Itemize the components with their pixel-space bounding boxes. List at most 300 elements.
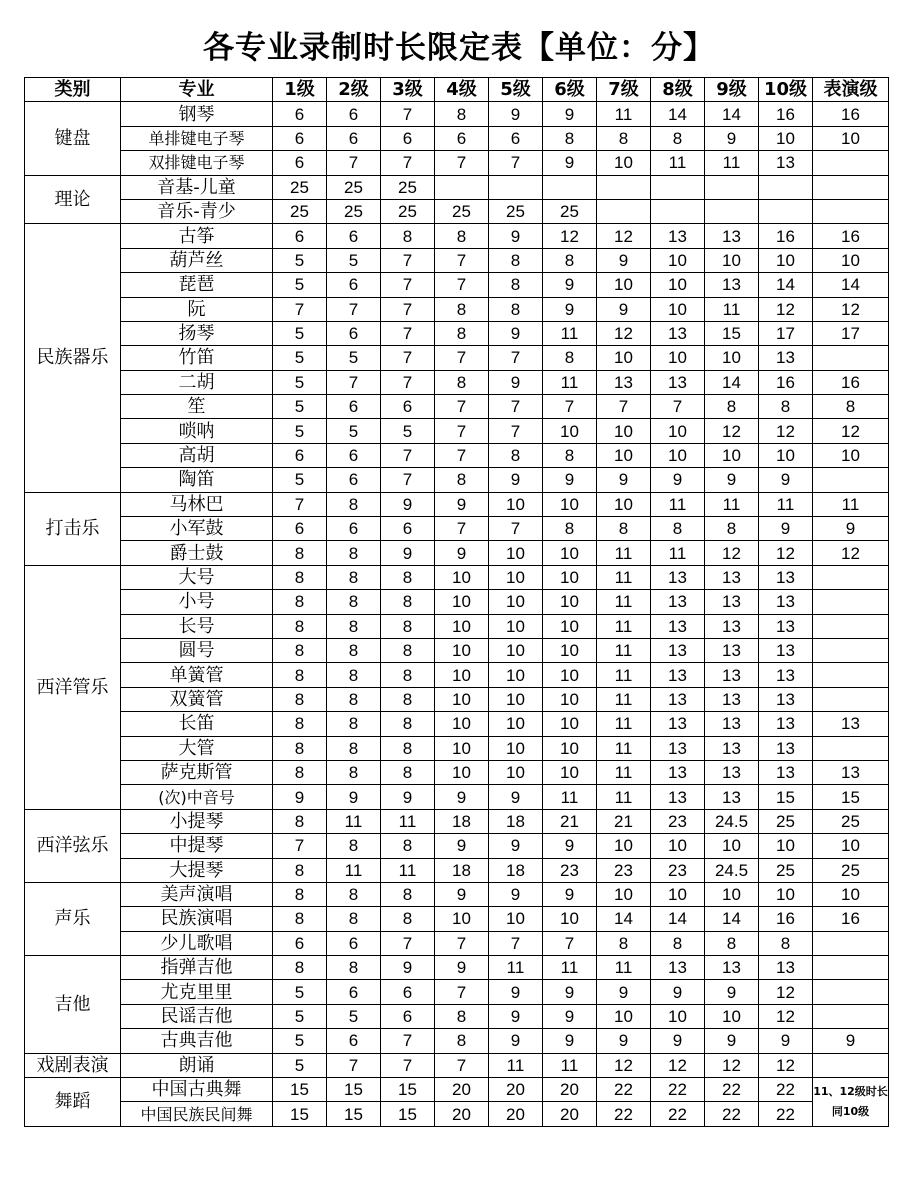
value-cell: 11 [597,760,651,784]
value-cell: 7 [435,395,489,419]
value-cell: 6 [273,224,327,248]
value-cell: 7 [435,248,489,272]
value-cell: 10 [597,151,651,175]
value-cell: 6 [327,126,381,150]
value-cell: 18 [489,858,543,882]
value-cell: 8 [327,956,381,980]
value-cell: 10 [543,907,597,931]
value-cell: 11 [597,736,651,760]
table-row [25,395,889,419]
value-cell: 9 [543,882,597,906]
value-cell: 9 [435,492,489,516]
value-cell: 20 [543,1078,597,1102]
value-cell [813,175,889,199]
table-row [25,370,889,394]
value-cell: 9 [543,151,597,175]
value-cell: 13 [705,224,759,248]
table-row [25,931,889,955]
table-row [25,541,889,565]
table-row [25,736,889,760]
value-cell: 9 [705,468,759,492]
value-cell: 13 [759,712,813,736]
value-cell: 13 [651,224,705,248]
value-cell [759,175,813,199]
value-cell: 13 [705,712,759,736]
value-cell: 10 [435,565,489,589]
value-cell: 8 [381,663,435,687]
value-cell: 13 [705,760,759,784]
value-cell: 10 [435,687,489,711]
value-cell: 8 [489,297,543,321]
value-cell: 10 [543,419,597,443]
value-cell: 7 [381,321,435,345]
value-cell: 9 [489,834,543,858]
major-cell: 双排键电子琴 [121,151,273,175]
value-cell: 6 [327,273,381,297]
value-cell: 13 [705,638,759,662]
major-cell: 大提琴 [121,858,273,882]
category-cell: 理论 [25,175,121,224]
value-cell: 10 [813,248,889,272]
value-cell: 10 [435,712,489,736]
value-cell: 11 [597,565,651,589]
table-row [25,882,889,906]
value-cell: 11 [597,687,651,711]
value-cell: 7 [381,151,435,175]
value-cell: 13 [813,712,889,736]
value-cell: 6 [273,517,327,541]
table-row [25,321,889,345]
value-cell: 10 [651,273,705,297]
value-cell [813,565,889,589]
value-cell: 13 [651,785,705,809]
value-cell [813,956,889,980]
value-cell: 12 [597,321,651,345]
value-cell: 13 [759,687,813,711]
value-cell: 13 [759,736,813,760]
major-cell: 爵士鼓 [121,541,273,565]
value-cell [543,175,597,199]
major-cell: 中提琴 [121,834,273,858]
value-cell: 9 [381,541,435,565]
value-cell: 8 [651,126,705,150]
value-cell: 15 [813,785,889,809]
table-row [25,346,889,370]
value-cell [813,980,889,1004]
value-cell: 11 [597,102,651,126]
major-cell: 唢呐 [121,419,273,443]
major-cell: 朗诵 [121,1053,273,1077]
value-cell: 10 [597,419,651,443]
value-cell: 10 [759,126,813,150]
value-cell: 7 [381,1029,435,1053]
value-cell: 9 [435,785,489,809]
value-cell [813,687,889,711]
value-cell: 7 [327,370,381,394]
category-cell: 吉他 [25,956,121,1054]
header-level: 8级 [651,78,705,102]
value-cell: 13 [651,565,705,589]
value-cell: 13 [759,346,813,370]
value-cell: 11 [489,1053,543,1077]
value-cell: 8 [543,126,597,150]
value-cell: 8 [381,907,435,931]
value-cell: 7 [273,297,327,321]
table-row [25,273,889,297]
major-cell: 美声演唱 [121,882,273,906]
major-cell: 中国古典舞 [121,1078,273,1102]
value-cell: 10 [543,736,597,760]
table-body [25,102,889,1126]
major-cell: 少儿歌唱 [121,931,273,955]
value-cell: 24.5 [705,858,759,882]
value-cell: 9 [543,468,597,492]
value-cell: 9 [759,468,813,492]
header-row [25,78,889,102]
value-cell: 9 [435,956,489,980]
category-cell: 打击乐 [25,492,121,565]
value-cell: 7 [489,395,543,419]
major-cell: 竹笛 [121,346,273,370]
major-cell: 古筝 [121,224,273,248]
value-cell: 8 [435,468,489,492]
value-cell [705,175,759,199]
value-cell: 12 [705,419,759,443]
value-cell: 11 [597,614,651,638]
value-cell: 9 [543,1004,597,1028]
value-cell: 9 [759,517,813,541]
value-cell: 7 [381,370,435,394]
value-cell: 13 [597,370,651,394]
category-cell: 声乐 [25,882,121,955]
table-row [25,980,889,1004]
value-cell [813,151,889,175]
value-cell: 13 [705,663,759,687]
value-cell: 14 [705,907,759,931]
value-cell: 16 [813,224,889,248]
table-row [25,1102,889,1126]
value-cell: 12 [651,1053,705,1077]
value-cell: 12 [597,224,651,248]
value-cell: 22 [705,1078,759,1102]
header-level: 2级 [327,78,381,102]
value-cell: 12 [759,297,813,321]
value-cell: 6 [381,517,435,541]
value-cell: 11 [327,858,381,882]
value-cell [813,1004,889,1028]
value-cell: 13 [759,590,813,614]
table-row [25,907,889,931]
value-cell: 8 [543,248,597,272]
value-cell: 7 [381,273,435,297]
value-cell: 11 [705,151,759,175]
value-cell: 8 [381,882,435,906]
value-cell: 6 [327,443,381,467]
value-cell: 20 [543,1102,597,1126]
major-cell: 单排键电子琴 [121,126,273,150]
value-cell: 11 [543,370,597,394]
value-cell [597,199,651,223]
value-cell: 8 [597,931,651,955]
value-cell: 10 [543,687,597,711]
value-cell: 9 [489,321,543,345]
header-level: 10级 [759,78,813,102]
table-row [25,297,889,321]
value-cell: 9 [489,882,543,906]
value-cell: 22 [597,1102,651,1126]
table-row [25,1004,889,1028]
value-cell: 8 [273,736,327,760]
header-level: 6级 [543,78,597,102]
major-cell: 双簧管 [121,687,273,711]
value-cell: 5 [273,1004,327,1028]
value-cell [489,175,543,199]
value-cell [651,199,705,223]
value-cell: 13 [705,736,759,760]
value-cell: 11 [705,492,759,516]
value-cell: 12 [813,297,889,321]
value-cell: 6 [327,931,381,955]
major-cell: 扬琴 [121,321,273,345]
value-cell: 10 [651,419,705,443]
value-cell: 22 [651,1078,705,1102]
value-cell: 8 [543,346,597,370]
value-cell: 15 [327,1102,381,1126]
value-cell: 13 [651,321,705,345]
value-cell: 6 [327,395,381,419]
value-cell: 9 [489,980,543,1004]
value-cell: 9 [543,980,597,1004]
value-cell: 15 [759,785,813,809]
value-cell: 9 [327,785,381,809]
value-cell: 11 [543,1053,597,1077]
value-cell: 8 [327,492,381,516]
value-cell: 20 [489,1078,543,1102]
value-cell: 7 [381,468,435,492]
value-cell: 8 [705,517,759,541]
table-row [25,614,889,638]
table-row [25,419,889,443]
value-cell: 9 [543,297,597,321]
value-cell: 10 [597,346,651,370]
value-cell: 13 [705,956,759,980]
value-cell: 10 [543,492,597,516]
value-cell: 8 [327,760,381,784]
value-cell: 10 [489,712,543,736]
value-cell: 12 [813,541,889,565]
value-cell: 8 [381,565,435,589]
value-cell [597,175,651,199]
value-cell [813,199,889,223]
value-cell: 13 [651,638,705,662]
value-cell: 7 [597,395,651,419]
value-cell: 6 [327,980,381,1004]
value-cell: 8 [327,638,381,662]
table-row [25,1053,889,1077]
value-cell: 13 [651,370,705,394]
value-cell: 9 [489,468,543,492]
value-cell: 8 [489,248,543,272]
value-cell: 7 [273,834,327,858]
value-cell: 10 [813,126,889,150]
value-cell: 10 [543,760,597,784]
value-cell [813,1053,889,1077]
value-cell: 15 [273,1078,327,1102]
value-cell: 10 [489,492,543,516]
value-cell: 12 [759,1053,813,1077]
value-cell: 10 [435,614,489,638]
value-cell: 9 [705,980,759,1004]
value-cell: 7 [435,980,489,1004]
major-cell: 古典吉他 [121,1029,273,1053]
value-cell: 10 [597,443,651,467]
value-cell [813,736,889,760]
major-cell: 圆号 [121,638,273,662]
value-cell: 11 [651,541,705,565]
value-cell: 6 [435,126,489,150]
value-cell: 6 [381,126,435,150]
value-cell: 8 [381,687,435,711]
value-cell: 5 [273,419,327,443]
value-cell: 10 [705,882,759,906]
major-cell: 高胡 [121,443,273,467]
value-cell: 15 [705,321,759,345]
value-cell: 10 [651,834,705,858]
value-cell: 5 [327,248,381,272]
value-cell: 5 [273,395,327,419]
value-cell: 8 [597,517,651,541]
value-cell: 9 [813,517,889,541]
value-cell: 25 [543,199,597,223]
value-cell: 10 [597,834,651,858]
value-cell: 16 [759,907,813,931]
category-cell: 舞蹈 [25,1078,121,1127]
value-cell: 18 [435,858,489,882]
major-cell: (次)中音号 [121,785,273,809]
value-cell: 10 [759,834,813,858]
major-cell: 指弹吉他 [121,956,273,980]
value-cell: 8 [273,687,327,711]
header-level: 5级 [489,78,543,102]
value-cell: 11 [759,492,813,516]
value-cell: 8 [273,907,327,931]
value-cell: 6 [327,321,381,345]
value-cell: 8 [435,224,489,248]
value-cell: 10 [543,712,597,736]
value-cell: 6 [327,517,381,541]
table-row [25,638,889,662]
value-cell: 5 [327,346,381,370]
value-cell: 17 [759,321,813,345]
table-row [25,785,889,809]
value-cell: 7 [489,151,543,175]
value-cell: 25 [759,858,813,882]
major-cell: 长笛 [121,712,273,736]
value-cell: 8 [543,443,597,467]
table-row [25,1078,889,1102]
value-cell: 10 [597,492,651,516]
value-cell [813,346,889,370]
value-cell: 9 [489,224,543,248]
value-cell: 21 [543,809,597,833]
category-cell: 戏剧表演 [25,1053,121,1077]
value-cell: 6 [327,468,381,492]
value-cell: 7 [435,443,489,467]
value-cell: 8 [651,931,705,955]
value-cell: 5 [273,321,327,345]
value-cell: 8 [381,712,435,736]
value-cell: 10 [489,907,543,931]
value-cell: 6 [273,931,327,955]
major-cell: 音基-儿童 [121,175,273,199]
value-cell: 6 [273,126,327,150]
value-cell: 10 [705,346,759,370]
value-cell: 7 [543,395,597,419]
value-cell: 6 [489,126,543,150]
performance-level-note: 11、12级时长同10级 [813,1078,889,1127]
value-cell: 13 [759,565,813,589]
value-cell: 5 [273,248,327,272]
value-cell: 9 [489,102,543,126]
value-cell: 22 [759,1078,813,1102]
value-cell: 13 [651,736,705,760]
value-cell: 5 [273,1029,327,1053]
value-cell: 9 [543,1029,597,1053]
value-cell: 8 [327,687,381,711]
category-cell: 民族器乐 [25,224,121,492]
table-row [25,102,889,126]
table-row [25,663,889,687]
major-cell: 中国民族民间舞 [121,1102,273,1126]
table-row [25,590,889,614]
table-row [25,248,889,272]
value-cell: 11 [597,663,651,687]
value-cell: 15 [381,1078,435,1102]
value-cell: 10 [813,834,889,858]
value-cell: 15 [381,1102,435,1126]
value-cell: 16 [759,102,813,126]
value-cell: 10 [705,248,759,272]
value-cell: 8 [435,370,489,394]
value-cell: 12 [543,224,597,248]
value-cell: 7 [381,297,435,321]
major-cell: 钢琴 [121,102,273,126]
value-cell: 10 [705,834,759,858]
value-cell: 9 [435,541,489,565]
table-row [25,126,889,150]
value-cell: 8 [273,760,327,784]
category-cell: 西洋弦乐 [25,809,121,882]
table-row [25,687,889,711]
value-cell: 7 [273,492,327,516]
value-cell: 10 [435,907,489,931]
value-cell [813,590,889,614]
value-cell: 13 [705,590,759,614]
value-cell: 8 [273,809,327,833]
value-cell: 7 [435,1053,489,1077]
table-row [25,834,889,858]
value-cell: 16 [813,370,889,394]
value-cell: 10 [435,760,489,784]
value-cell: 9 [381,785,435,809]
value-cell: 13 [651,687,705,711]
value-cell: 20 [435,1078,489,1102]
value-cell: 10 [489,638,543,662]
header-level: 7级 [597,78,651,102]
value-cell: 10 [489,760,543,784]
value-cell: 16 [813,907,889,931]
value-cell: 14 [759,273,813,297]
